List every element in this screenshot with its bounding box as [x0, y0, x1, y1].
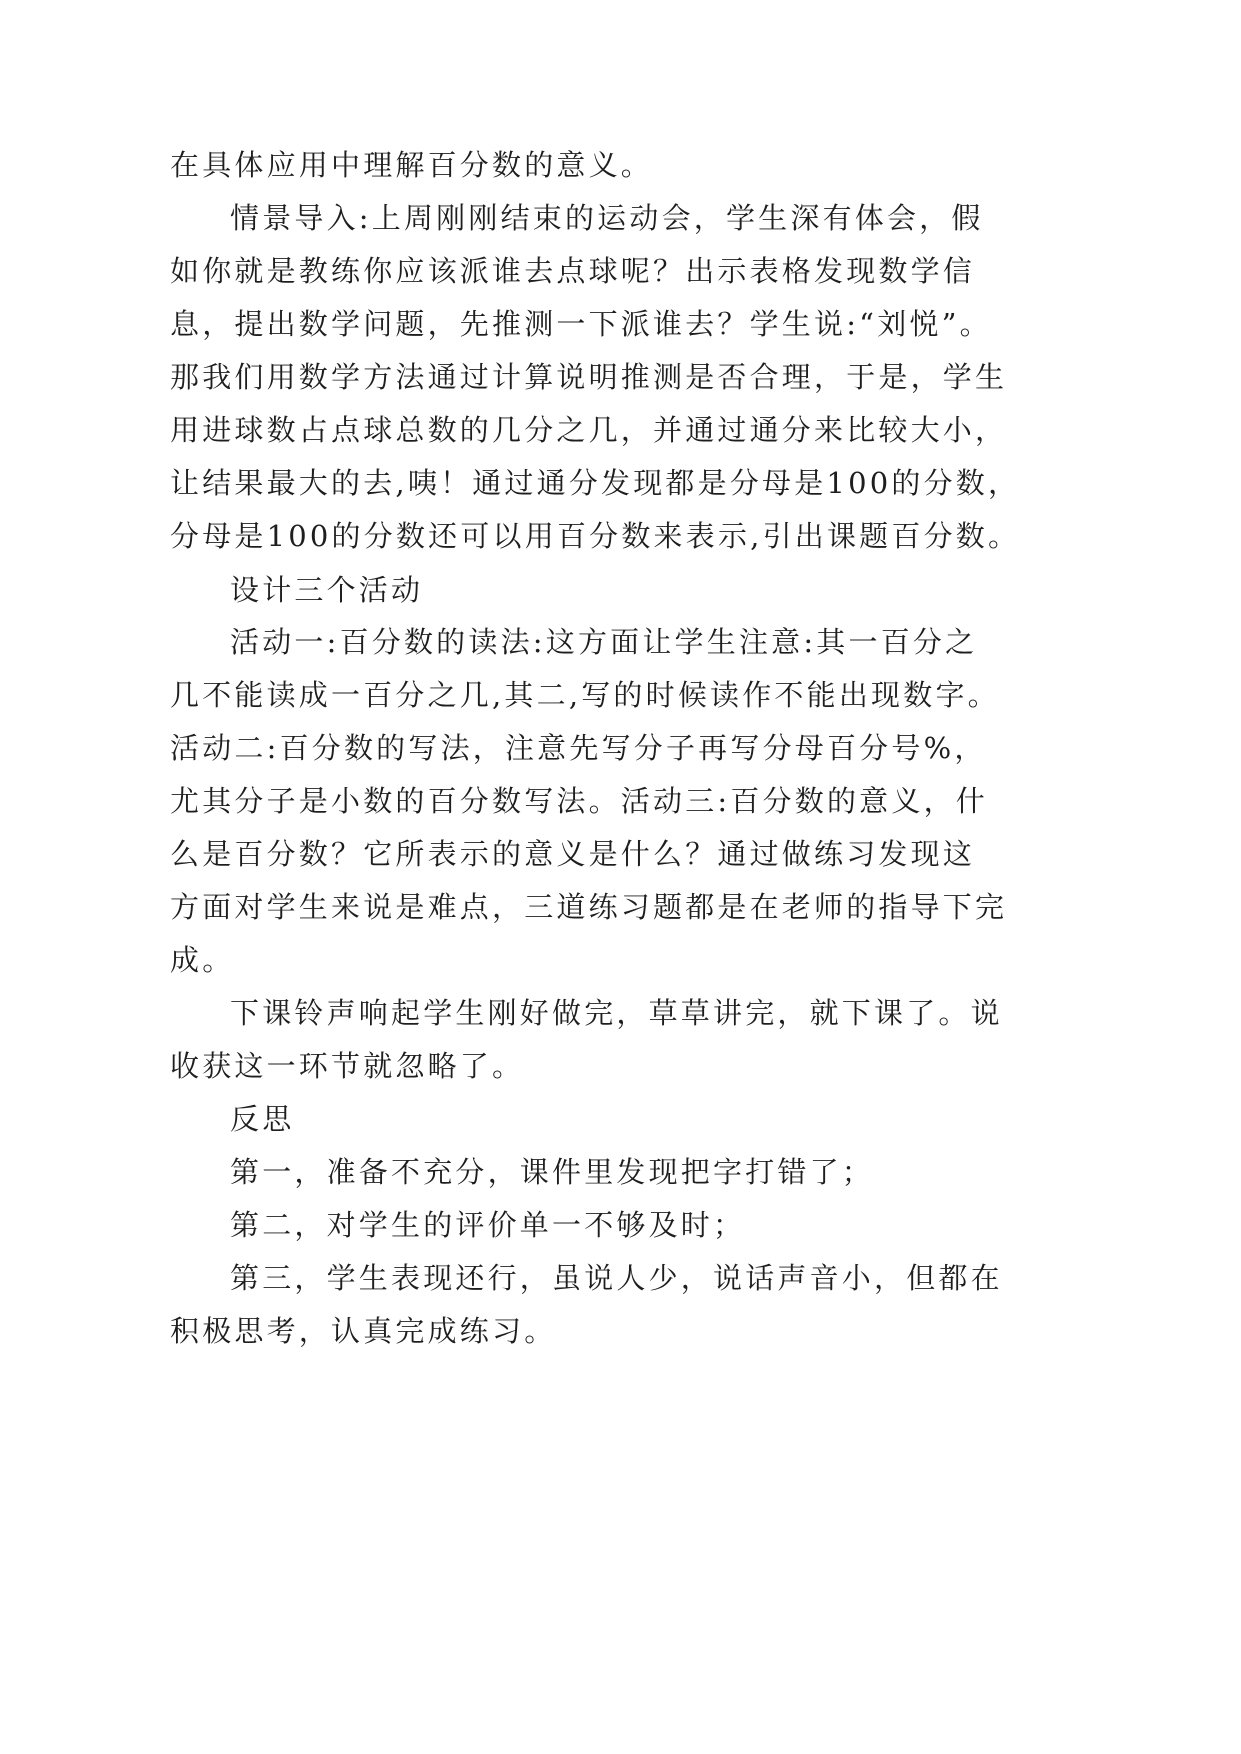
text-line [0, 357, 1241, 397]
line-text: 情景导入:上周刚刚结束的运动会，学生深有体会，假 [230, 201, 984, 235]
text-line [0, 940, 1241, 980]
text-line [0, 1152, 1241, 1192]
line-text: 让结果最大的去,咦！通过通分发现都是分母是100的分数， [170, 466, 1021, 500]
line-text: 活动二:百分数的写法，注意先写分子再写分母百分号%， [170, 731, 987, 765]
text-line [0, 887, 1241, 927]
text-line [0, 781, 1241, 821]
text-line [0, 570, 1241, 610]
line-text: 成。 [170, 943, 235, 977]
line-text: 第一，准备不充分，课件里发现把字打错了； [230, 1155, 875, 1189]
text-line [0, 1046, 1241, 1086]
line-text: 下课铃声响起学生刚好做完，草草讲完，就下课了。说 [230, 996, 1003, 1030]
line-text: 第三，学生表现还行，虽说人少，说话声音小，但都在 [230, 1261, 1003, 1295]
text-line [0, 1258, 1241, 1298]
line-text: 用进球数占点球总数的几分之几，并通过通分来比较大小， [170, 413, 1008, 447]
text-line [0, 728, 1241, 768]
text-line [0, 1099, 1241, 1139]
line-text: 息，提出数学问题，先推测一下派谁去？学生说:“刘悦”。 [170, 307, 992, 341]
text-line [0, 516, 1241, 556]
text-line [0, 675, 1241, 715]
line-text: 么是百分数？它所表示的意义是什么？通过做练习发现这 [170, 837, 976, 871]
line-text: 几不能读成一百分之几,其二,写的时候读作不能出现数字。 [170, 678, 1000, 712]
line-text: 设计三个活动 [230, 573, 424, 607]
text-line [0, 251, 1241, 291]
text-line [0, 834, 1241, 874]
text-line [0, 304, 1241, 344]
line-text: 尤其分子是小数的百分数写法。活动三:百分数的意义，什 [170, 784, 988, 818]
line-text: 第二，对学生的评价单一不够及时； [230, 1208, 746, 1242]
text-line [0, 622, 1241, 662]
line-text: 方面对学生来说是难点，三道练习题都是在老师的指导下完 [170, 890, 1008, 924]
text-line [0, 993, 1241, 1033]
line-text: 反思 [230, 1102, 295, 1136]
line-text: 积极思考，认真完成练习。 [170, 1314, 557, 1348]
text-line [0, 145, 1241, 185]
text-line [0, 1205, 1241, 1245]
line-text: 分母是100的分数还可以用百分数来表示,引出课题百分数。 [170, 519, 1021, 553]
line-text: 在具体应用中理解百分数的意义。 [170, 148, 654, 182]
text-line [0, 463, 1241, 503]
line-text: 活动一:百分数的读法:这方面让学生注意:其一百分之 [230, 625, 978, 659]
line-text: 那我们用数学方法通过计算说明推测是否合理，于是，学生 [170, 360, 1008, 394]
text-line [0, 198, 1241, 238]
line-text: 收获这一环节就忽略了。 [170, 1049, 525, 1083]
text-line [0, 410, 1241, 450]
line-text: 如你就是教练你应该派谁去点球呢？出示表格发现数学信 [170, 254, 976, 288]
text-line [0, 1311, 1241, 1351]
